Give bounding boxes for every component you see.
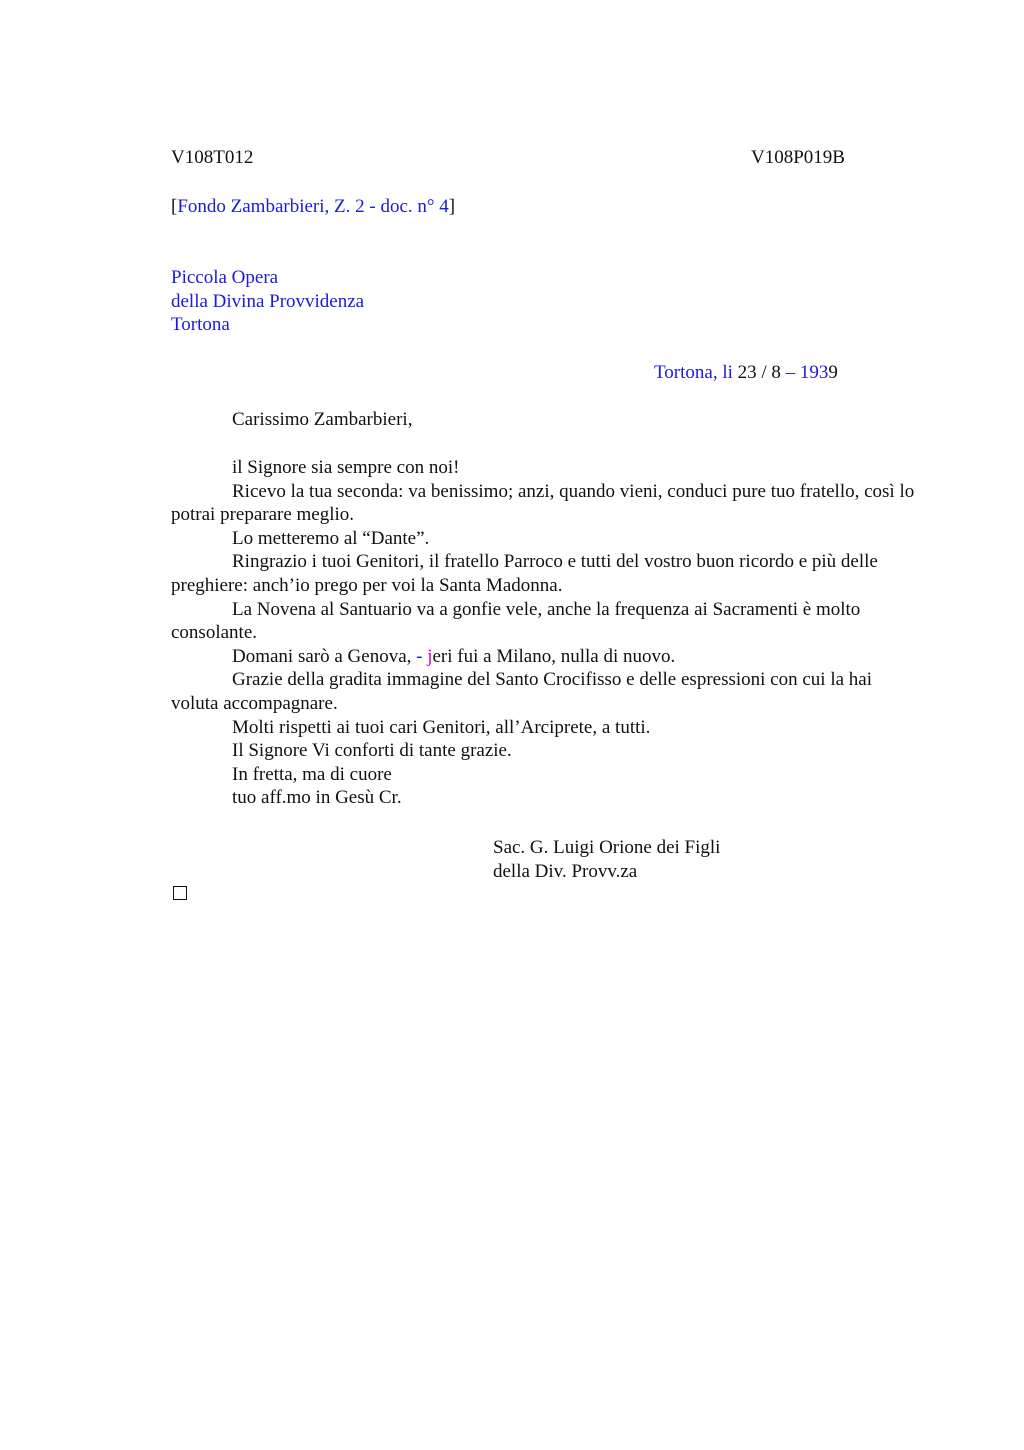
body-text: eri fui a Milano, nulla di nuovo. xyxy=(432,645,676,667)
letterhead-line-3: Tortona xyxy=(171,314,230,335)
signature xyxy=(493,836,720,884)
body-paragraph: Molti rispetti ai tuoi cari Genitori, all’Arciprete, a tutti. xyxy=(232,716,651,738)
reference-code-right: V108P019B xyxy=(751,147,845,168)
date-place: Tortona, li xyxy=(654,362,738,383)
archive-reference xyxy=(171,195,455,219)
body-paragraph: La Novena al Santuario va a gonfie vele, anche la frequenza ai Sacramenti è molto consolante. xyxy=(171,598,861,644)
body-dash: - xyxy=(416,645,428,667)
body-letter-j: j xyxy=(427,645,433,667)
archive-bracket-open: [ xyxy=(171,196,178,217)
archive-bracket-close: ] xyxy=(448,196,456,217)
letter-date xyxy=(654,361,838,385)
signature-line-2: della Div. Provv.za xyxy=(493,861,638,882)
body-paragraph: In fretta, ma di cuore xyxy=(232,763,392,785)
body-paragraph: Lo metteremo al “Dante”. xyxy=(232,527,430,549)
letterhead-line-2: della Divina Provvidenza xyxy=(171,291,365,312)
body-paragraph: Il Signore Vi conforti di tante grazie. xyxy=(232,740,512,762)
body-paragraph: Ricevo la tua seconda: va benissimo; anzi, quando vieni, conduci pure tuo fratello, così lo potrai preparare meglio. xyxy=(171,480,915,526)
body-paragraph: Grazie della gradita immagine del Santo Crocifisso e delle espressioni con cui la hai voluta accompagnare. xyxy=(171,669,872,714)
salutation: Carissimo Zambarbieri, xyxy=(232,409,413,430)
letter-body xyxy=(171,456,921,810)
date-day-month: 23 / 8 xyxy=(737,362,786,383)
signature-line-1: Sac. G. Luigi Orione dei Figli xyxy=(493,837,721,858)
reference-code-left: V108T012 xyxy=(171,147,254,168)
body-paragraph: il Signore sia sempre con noi! xyxy=(232,457,460,478)
checkbox-square-icon xyxy=(173,886,187,900)
body-paragraph xyxy=(171,645,921,669)
body-text: Domani sarò a Genova, xyxy=(232,645,417,667)
archive-label: Fondo Zambarbieri, Z. 2 - doc. n° 4 xyxy=(177,196,449,217)
body-paragraph: Ringrazio i tuoi Genitori, il fratello Parroco e tutti del vostro buon ricordo e più delle preghiere: anch’io prego per voi la Santa Madonna. xyxy=(171,551,878,596)
body-paragraph: tuo aff.mo in Gesù Cr. xyxy=(232,787,402,809)
letterhead-line-1: Piccola Opera xyxy=(171,267,279,288)
date-year: – 193 xyxy=(785,362,829,383)
date-year-last-digit: 9 xyxy=(828,362,838,383)
